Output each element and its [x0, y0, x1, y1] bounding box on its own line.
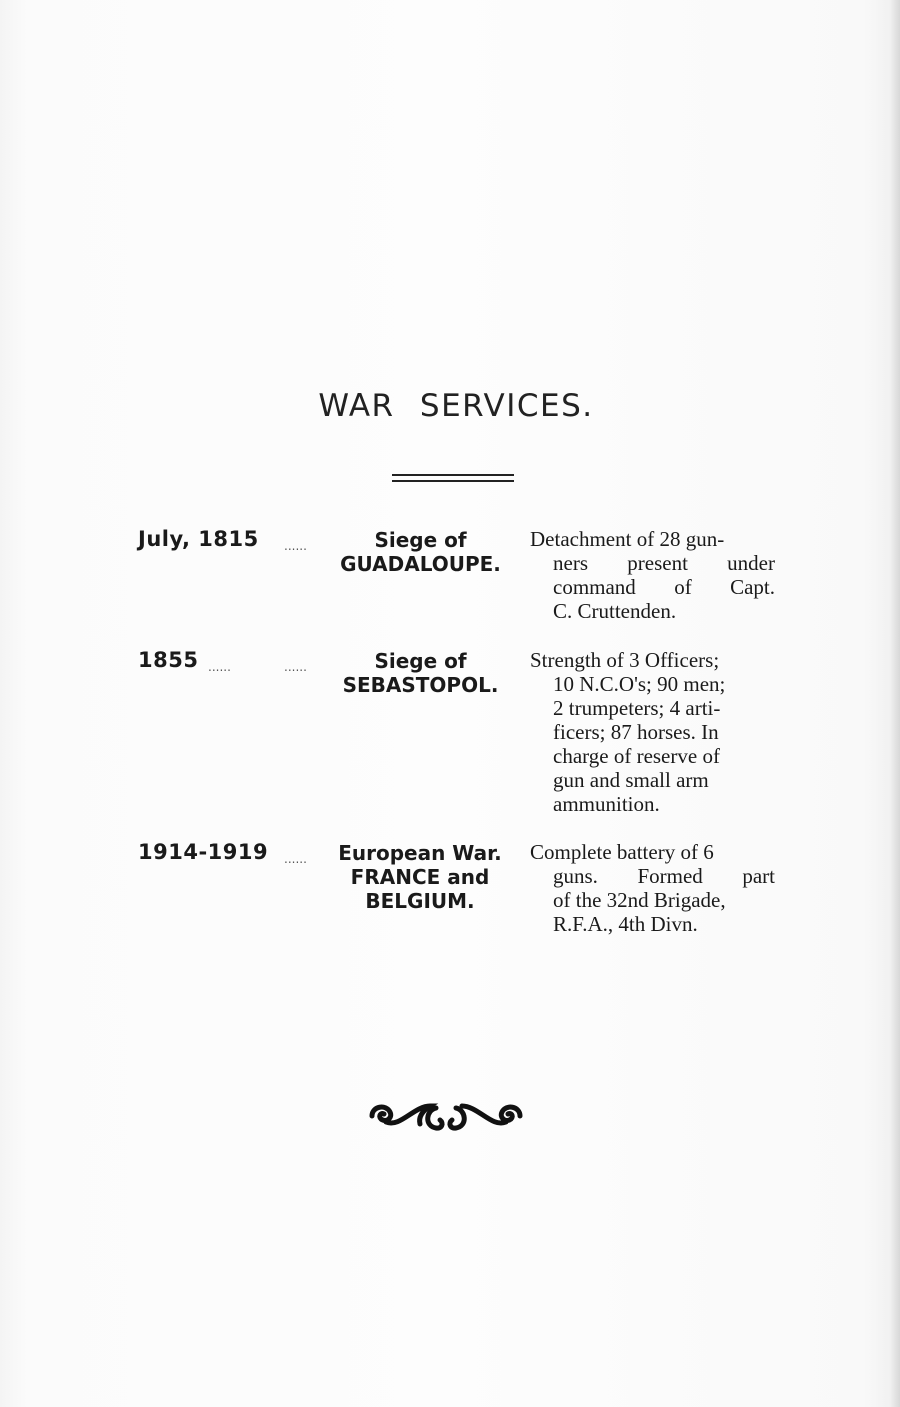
event-line: Siege of [374, 528, 467, 552]
description-line: ners present under [553, 551, 775, 575]
leader-dots: ...... [284, 539, 307, 553]
entry-event [323, 649, 518, 697]
double-rule-divider [392, 474, 514, 482]
event-line: BELGIUM. [365, 889, 475, 913]
description-line: R.F.A., 4th Divn. [553, 912, 698, 936]
entry-date: 1914-1919 [138, 840, 269, 864]
event-line: GUADALOUPE. [340, 552, 501, 576]
event-line: SEBASTOPOL. [342, 673, 499, 697]
page-title: WAR SERVICES. [318, 388, 594, 424]
description-line: of the 32nd Brigade, [553, 888, 726, 912]
description-line: ammunition. [553, 792, 660, 816]
leader-dots: ...... [208, 660, 231, 674]
event-line: European War. [338, 841, 502, 865]
entry-description [530, 648, 775, 816]
entry-description [530, 840, 775, 936]
description-line: ficers; 87 horses. In [553, 720, 719, 744]
description-line: Strength of 3 Officers; [530, 648, 720, 672]
leader-dots: ...... [284, 852, 307, 866]
event-line: Siege of [374, 649, 467, 673]
description-line: 2 trumpeters; 4 arti- [553, 696, 721, 720]
description-line: 10 N.C.O's; 90 men; [553, 672, 726, 696]
description-line: command of Capt. [553, 575, 775, 599]
description-line: gun and small arm [553, 768, 709, 792]
description-line: Complete battery of 6 [530, 840, 714, 864]
description-line: Detachment of 28 gun- [530, 527, 725, 551]
entry-date: 1855 [138, 648, 199, 672]
entry-event [323, 528, 518, 576]
entry-event [330, 841, 510, 913]
entry-date: July, 1815 [138, 527, 259, 551]
page-edge-shadow [890, 0, 900, 1407]
description-line: C. Cruttenden. [553, 599, 677, 623]
leader-dots: ...... [284, 660, 307, 674]
description-line: charge of reserve of [553, 744, 720, 768]
description-line: guns. Formed part [553, 864, 775, 888]
scroll-flourish-icon [366, 1096, 526, 1140]
event-line: FRANCE and [350, 865, 490, 889]
entry-description [530, 527, 775, 623]
